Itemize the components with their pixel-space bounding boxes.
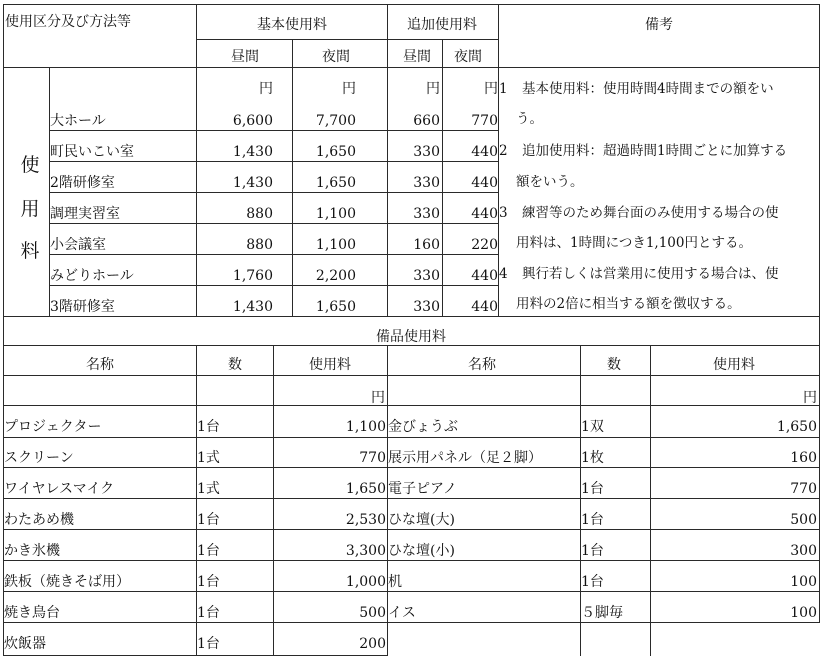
grid-line <box>387 437 820 438</box>
remark-text: 基本使用料：使用時間4時間までの額をい <box>522 81 774 97</box>
remark-number: 2 <box>499 143 508 159</box>
usage-row-additional-night: 440 <box>471 268 498 284</box>
equipment-left-count: 1式 <box>197 481 220 497</box>
equipment-left-fee: 3,300 <box>345 543 386 559</box>
equipment-right-name: イス <box>388 605 416 621</box>
usage-row-basic-day: 6,600 <box>232 113 273 129</box>
equipment-header-count-right: 数 <box>607 357 621 373</box>
grid-line <box>49 223 499 224</box>
equipment-header-fee-right: 使用料 <box>713 357 755 373</box>
equipment-right-count: 1枚 <box>581 450 604 466</box>
header-remarks: 備考 <box>645 17 673 33</box>
usage-row-additional-night: 220 <box>471 237 498 253</box>
equipment-unit-left: 円 <box>371 390 385 406</box>
remark-text: 追加使用料：超過時間1時間ごとに加算する <box>522 143 788 159</box>
equipment-left-name: 焼き鳥台 <box>4 605 60 621</box>
grid-line <box>49 285 499 286</box>
equipment-left-name: 鉄板（焼きそば用） <box>4 574 130 590</box>
usage-row-additional-day: 330 <box>413 144 440 160</box>
header-basic-night: 夜間 <box>322 49 350 65</box>
usage-row-additional-day: 330 <box>413 206 440 222</box>
usage-row-additional-night: 770 <box>471 113 498 129</box>
equipment-right-fee: 100 <box>790 574 817 590</box>
usage-row-basic-night: 1,650 <box>315 299 356 315</box>
equipment-header-name-left: 名称 <box>86 357 114 373</box>
grid-line <box>3 4 820 5</box>
equipment-left-fee: 1,100 <box>345 419 386 435</box>
grid-line <box>387 467 820 468</box>
equipment-right-name: 展示用パネル（足２脚） <box>388 450 542 466</box>
equipment-left-fee: 1,000 <box>345 574 386 590</box>
header-category: 使用区分及び方法等 <box>5 14 131 30</box>
header-basic-day: 昼間 <box>231 49 259 65</box>
grid-line <box>387 498 820 499</box>
equipment-right-fee: 160 <box>790 450 817 466</box>
equipment-left-name: スクリーン <box>4 450 74 466</box>
equipment-right-count: ５脚毎 <box>581 605 623 621</box>
equipment-left-count: 1台 <box>197 512 220 528</box>
usage-row-basic-night: 7,700 <box>315 113 356 129</box>
grid-line <box>387 622 820 623</box>
side-label-char-2: 用 <box>20 198 40 220</box>
remark-text: 用料の2倍に相当する額を徴収する。 <box>516 296 741 312</box>
equipment-right-fee: 1,650 <box>776 419 817 435</box>
grid-line <box>387 591 820 592</box>
equipment-header-count-left: 数 <box>228 357 242 373</box>
equipment-right-name: 金びょうぶ <box>388 419 458 435</box>
equipment-right-name: 机 <box>388 574 402 590</box>
usage-row-name: 町民いこい室 <box>50 144 134 160</box>
equipment-left-fee: 200 <box>359 636 386 652</box>
usage-row-basic-day: 880 <box>246 237 273 253</box>
grid-line <box>819 4 820 623</box>
header-add-night: 夜間 <box>454 49 482 65</box>
grid-line <box>387 405 820 406</box>
equipment-header-name-right: 名称 <box>468 357 496 373</box>
unit-add-day: 円 <box>426 81 440 97</box>
usage-row-basic-day: 1,760 <box>232 268 273 284</box>
header-add-day: 昼間 <box>403 49 431 65</box>
equipment-right-name: ひな壇(小) <box>388 543 455 559</box>
grid-line <box>3 345 820 346</box>
usage-row-basic-day: 880 <box>246 206 273 222</box>
remark-text: 用料は、1時間につき1,100円とする。 <box>516 235 752 251</box>
equipment-left-name: 炊飯器 <box>4 636 46 652</box>
usage-row-basic-night: 1,650 <box>315 175 356 191</box>
side-label-char-1: 使 <box>20 154 40 176</box>
equipment-right-count: 1台 <box>581 481 604 497</box>
equipment-left-fee: 770 <box>359 450 386 466</box>
remark-number: 4 <box>499 266 508 282</box>
equipment-left-count: 1台 <box>197 605 220 621</box>
equipment-right-name: 電子ピアノ <box>388 481 457 497</box>
usage-row-additional-night: 440 <box>471 144 498 160</box>
usage-row-additional-night: 440 <box>471 206 498 222</box>
equipment-left-count: 1式 <box>197 450 220 466</box>
equipment-left-fee: 1,650 <box>345 481 386 497</box>
usage-row-additional-night: 440 <box>471 299 498 315</box>
equipment-right-count: 1台 <box>581 512 604 528</box>
equipment-title: 備品使用料 <box>376 329 446 345</box>
grid-line <box>650 345 651 656</box>
remark-text: 練習等のため舞台面のみ使用する場合の使 <box>522 205 779 221</box>
equipment-right-name: ひな壇(大) <box>388 512 455 528</box>
equipment-right-count: 1双 <box>581 419 604 435</box>
usage-row-basic-day: 1,430 <box>232 299 273 315</box>
unit-basic-night: 円 <box>342 81 356 97</box>
grid-line <box>49 254 499 255</box>
grid-line <box>196 39 499 40</box>
remark-number: 3 <box>499 205 508 221</box>
equipment-right-count: 1台 <box>581 574 604 590</box>
equipment-left-fee: 2,530 <box>345 512 386 528</box>
grid-line <box>3 316 820 317</box>
usage-row-additional-day: 160 <box>413 237 440 253</box>
remark-text: う。 <box>516 111 543 127</box>
remark-text: 額をいう。 <box>516 174 584 190</box>
unit-add-night: 円 <box>484 81 498 97</box>
equipment-unit-right: 円 <box>803 390 817 406</box>
usage-row-additional-night: 440 <box>471 175 498 191</box>
grid-line <box>49 161 499 162</box>
usage-row-name: 大ホール <box>50 113 106 129</box>
usage-row-additional-day: 660 <box>413 113 440 129</box>
equipment-right-fee: 770 <box>790 481 817 497</box>
usage-row-basic-night: 1,100 <box>315 206 356 222</box>
usage-row-name: 2階研修室 <box>50 175 115 191</box>
grid-line <box>3 375 820 376</box>
usage-row-basic-night: 1,100 <box>315 237 356 253</box>
equipment-right-count: 1台 <box>581 543 604 559</box>
usage-row-additional-day: 330 <box>413 268 440 284</box>
equipment-left-name: かき氷機 <box>4 543 60 559</box>
usage-row-basic-day: 1,430 <box>232 144 273 160</box>
usage-row-name: 調理実習室 <box>50 206 120 222</box>
usage-row-basic-day: 1,430 <box>232 175 273 191</box>
remark-text: 興行若しくは営業用に使用する場合は、使 <box>522 266 779 282</box>
usage-row-name: 3階研修室 <box>50 299 115 315</box>
grid-line <box>387 4 388 317</box>
header-additional-fee: 追加使用料 <box>407 17 477 33</box>
remark-number: 1 <box>499 81 508 97</box>
equipment-header-fee-left: 使用料 <box>309 357 351 373</box>
grid-line <box>292 39 293 317</box>
equipment-left-count: 1台 <box>197 636 220 652</box>
equipment-left-count: 1台 <box>197 574 220 590</box>
usage-row-basic-night: 2,200 <box>315 268 356 284</box>
unit-basic-day: 円 <box>259 81 273 97</box>
usage-row-additional-day: 330 <box>413 299 440 315</box>
equipment-left-name: ワイヤレスマイク <box>4 481 115 497</box>
header-basic-fee: 基本使用料 <box>257 17 327 33</box>
equipment-left-count: 1台 <box>197 543 220 559</box>
grid-line <box>49 192 499 193</box>
equipment-left-count: 1台 <box>197 419 220 435</box>
grid-line <box>387 622 388 623</box>
grid-line <box>3 67 820 68</box>
grid-line <box>387 529 820 530</box>
grid-line <box>273 345 274 656</box>
usage-row-additional-day: 330 <box>413 175 440 191</box>
usage-row-basic-night: 1,650 <box>315 144 356 160</box>
usage-row-name: 小会議室 <box>50 237 106 253</box>
equipment-right-fee: 300 <box>790 543 817 559</box>
grid-line <box>49 130 499 131</box>
grid-line <box>387 560 820 561</box>
usage-row-name: みどりホール <box>50 268 134 284</box>
grid-line <box>442 39 443 317</box>
equipment-right-fee: 100 <box>790 605 817 621</box>
equipment-left-name: わたあめ機 <box>4 512 74 528</box>
equipment-left-fee: 500 <box>359 605 386 621</box>
side-label-char-3: 料 <box>20 240 40 262</box>
grid-line <box>196 4 197 317</box>
equipment-left-name: プロジェクター <box>4 419 102 435</box>
equipment-right-fee: 500 <box>790 512 817 528</box>
